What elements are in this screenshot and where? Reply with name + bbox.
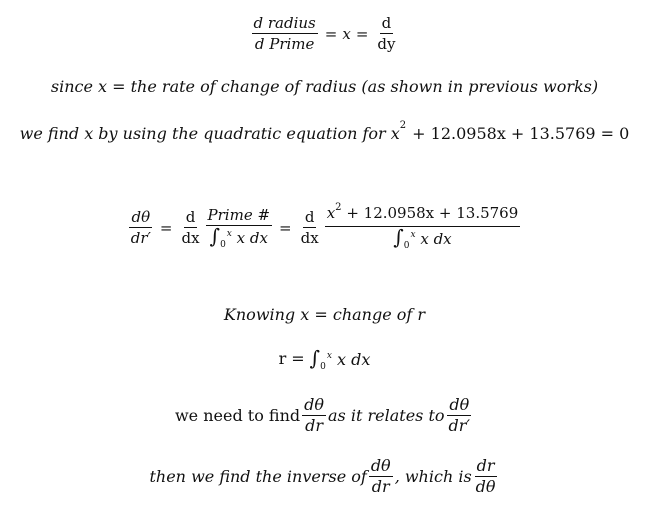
- integral-lower-bound: 0: [320, 362, 326, 372]
- integral-sign: ∫: [309, 346, 321, 370]
- fraction-denominator: dy: [377, 35, 396, 53]
- statement-line-7: [0, 396, 649, 435]
- equals-sign: =: [355, 24, 369, 43]
- variable-r: r: [278, 348, 287, 368]
- equation-line-1: [0, 14, 649, 53]
- fraction-numerator: dθ: [370, 456, 391, 475]
- fraction-denominator: d Prime: [254, 35, 315, 53]
- fraction-dtheta-dr: [369, 457, 393, 496]
- statement-line-2: [0, 77, 649, 96]
- fraction-numerator: dr: [476, 456, 495, 475]
- exponent: 2: [399, 120, 407, 131]
- integral-lower-bound: 0: [403, 241, 410, 251]
- fraction-dtheta-dr-prime: [447, 396, 473, 435]
- integrand: x dx: [337, 350, 371, 369]
- statement-prefix: we need to find: [174, 406, 301, 425]
- fraction-denominator: dx: [181, 229, 200, 247]
- integral-expression: [391, 227, 453, 251]
- equation-line-4: $\frac{d\theta}{dr'}$ = $\frac{d}{dx}$ $\frac{\text{Prime \#}}{\int_0^x x dx}$ = $\frac{d}{dx}$ $\frac{x^2 + 12.0958x + 13.5769}{\int_0^x x dx}$: [130, 202, 519, 251]
- statement-prefix: then we find the inverse of: [149, 467, 367, 486]
- integral-lower-bound: 0: [220, 239, 226, 250]
- exponent: 2: [335, 202, 342, 213]
- fraction-d-dy: [375, 14, 397, 53]
- fraction-dtheta-dr-prime: [129, 208, 153, 247]
- fraction-numerator: d: [304, 208, 315, 226]
- fraction-numerator: dθ: [304, 395, 325, 414]
- statement-line-3: [0, 120, 649, 143]
- fraction-denominator: dr: [371, 477, 390, 496]
- statement-text: Knowing x = change of r: [223, 305, 426, 324]
- fraction-denominator: dr: [305, 416, 324, 435]
- statement-text: since x = the rate of change of radius (as shown in previous works): [50, 77, 599, 96]
- integral-upper-bound: x: [226, 228, 232, 239]
- integral-upper-bound: x: [326, 351, 332, 361]
- fraction-denominator: dr′: [130, 229, 151, 247]
- fraction-denominator: dθ: [475, 477, 496, 496]
- integral-expression: [310, 346, 371, 370]
- statement-middle: , which is: [394, 467, 472, 486]
- statement-line-8: [0, 457, 649, 496]
- fraction-numerator: dθ: [131, 208, 151, 226]
- integrand: x dx: [236, 228, 268, 247]
- fraction-dtheta-dr: [302, 396, 326, 435]
- equation-line-6: [0, 346, 649, 370]
- equals-sign: =: [291, 348, 305, 368]
- integral-sign: ∫: [393, 225, 404, 249]
- equation-rest: + 12.0958x + 13.5769 = 0: [412, 124, 630, 143]
- fraction-d-radius-d-prime: [252, 14, 318, 53]
- statement-prefix: we find x by using the quadratic equation for x: [19, 124, 400, 143]
- integral-sign: ∫: [209, 223, 221, 248]
- variable-x: x: [342, 24, 351, 43]
- fraction-prime-over-integral: [206, 206, 273, 250]
- fraction-polynomial-over-integral: [325, 204, 521, 251]
- fraction-d-dx: [299, 208, 321, 247]
- fraction-numerator: d: [185, 208, 196, 226]
- fraction-numerator: Prime #: [207, 205, 271, 224]
- polynomial-numerator: $x^2 + 12.0958x + 13.5769$: [325, 204, 521, 227]
- equals-sign: =: [324, 24, 338, 43]
- statement-line-5: [0, 305, 649, 324]
- integrand: x dx: [420, 230, 452, 248]
- integral-upper-bound: x: [410, 230, 416, 240]
- fraction-denominator: dx: [300, 229, 319, 247]
- fraction-numerator: d radius: [253, 14, 316, 32]
- fraction-numerator: dθ: [449, 395, 470, 414]
- fraction-denominator: dr′: [448, 416, 471, 435]
- fraction-dr-dtheta: [474, 457, 498, 496]
- fraction-numerator: d: [381, 14, 392, 32]
- statement-middle: as it relates to: [328, 406, 445, 425]
- integral-expression: [208, 223, 270, 250]
- fraction-d-dx: [179, 208, 201, 247]
